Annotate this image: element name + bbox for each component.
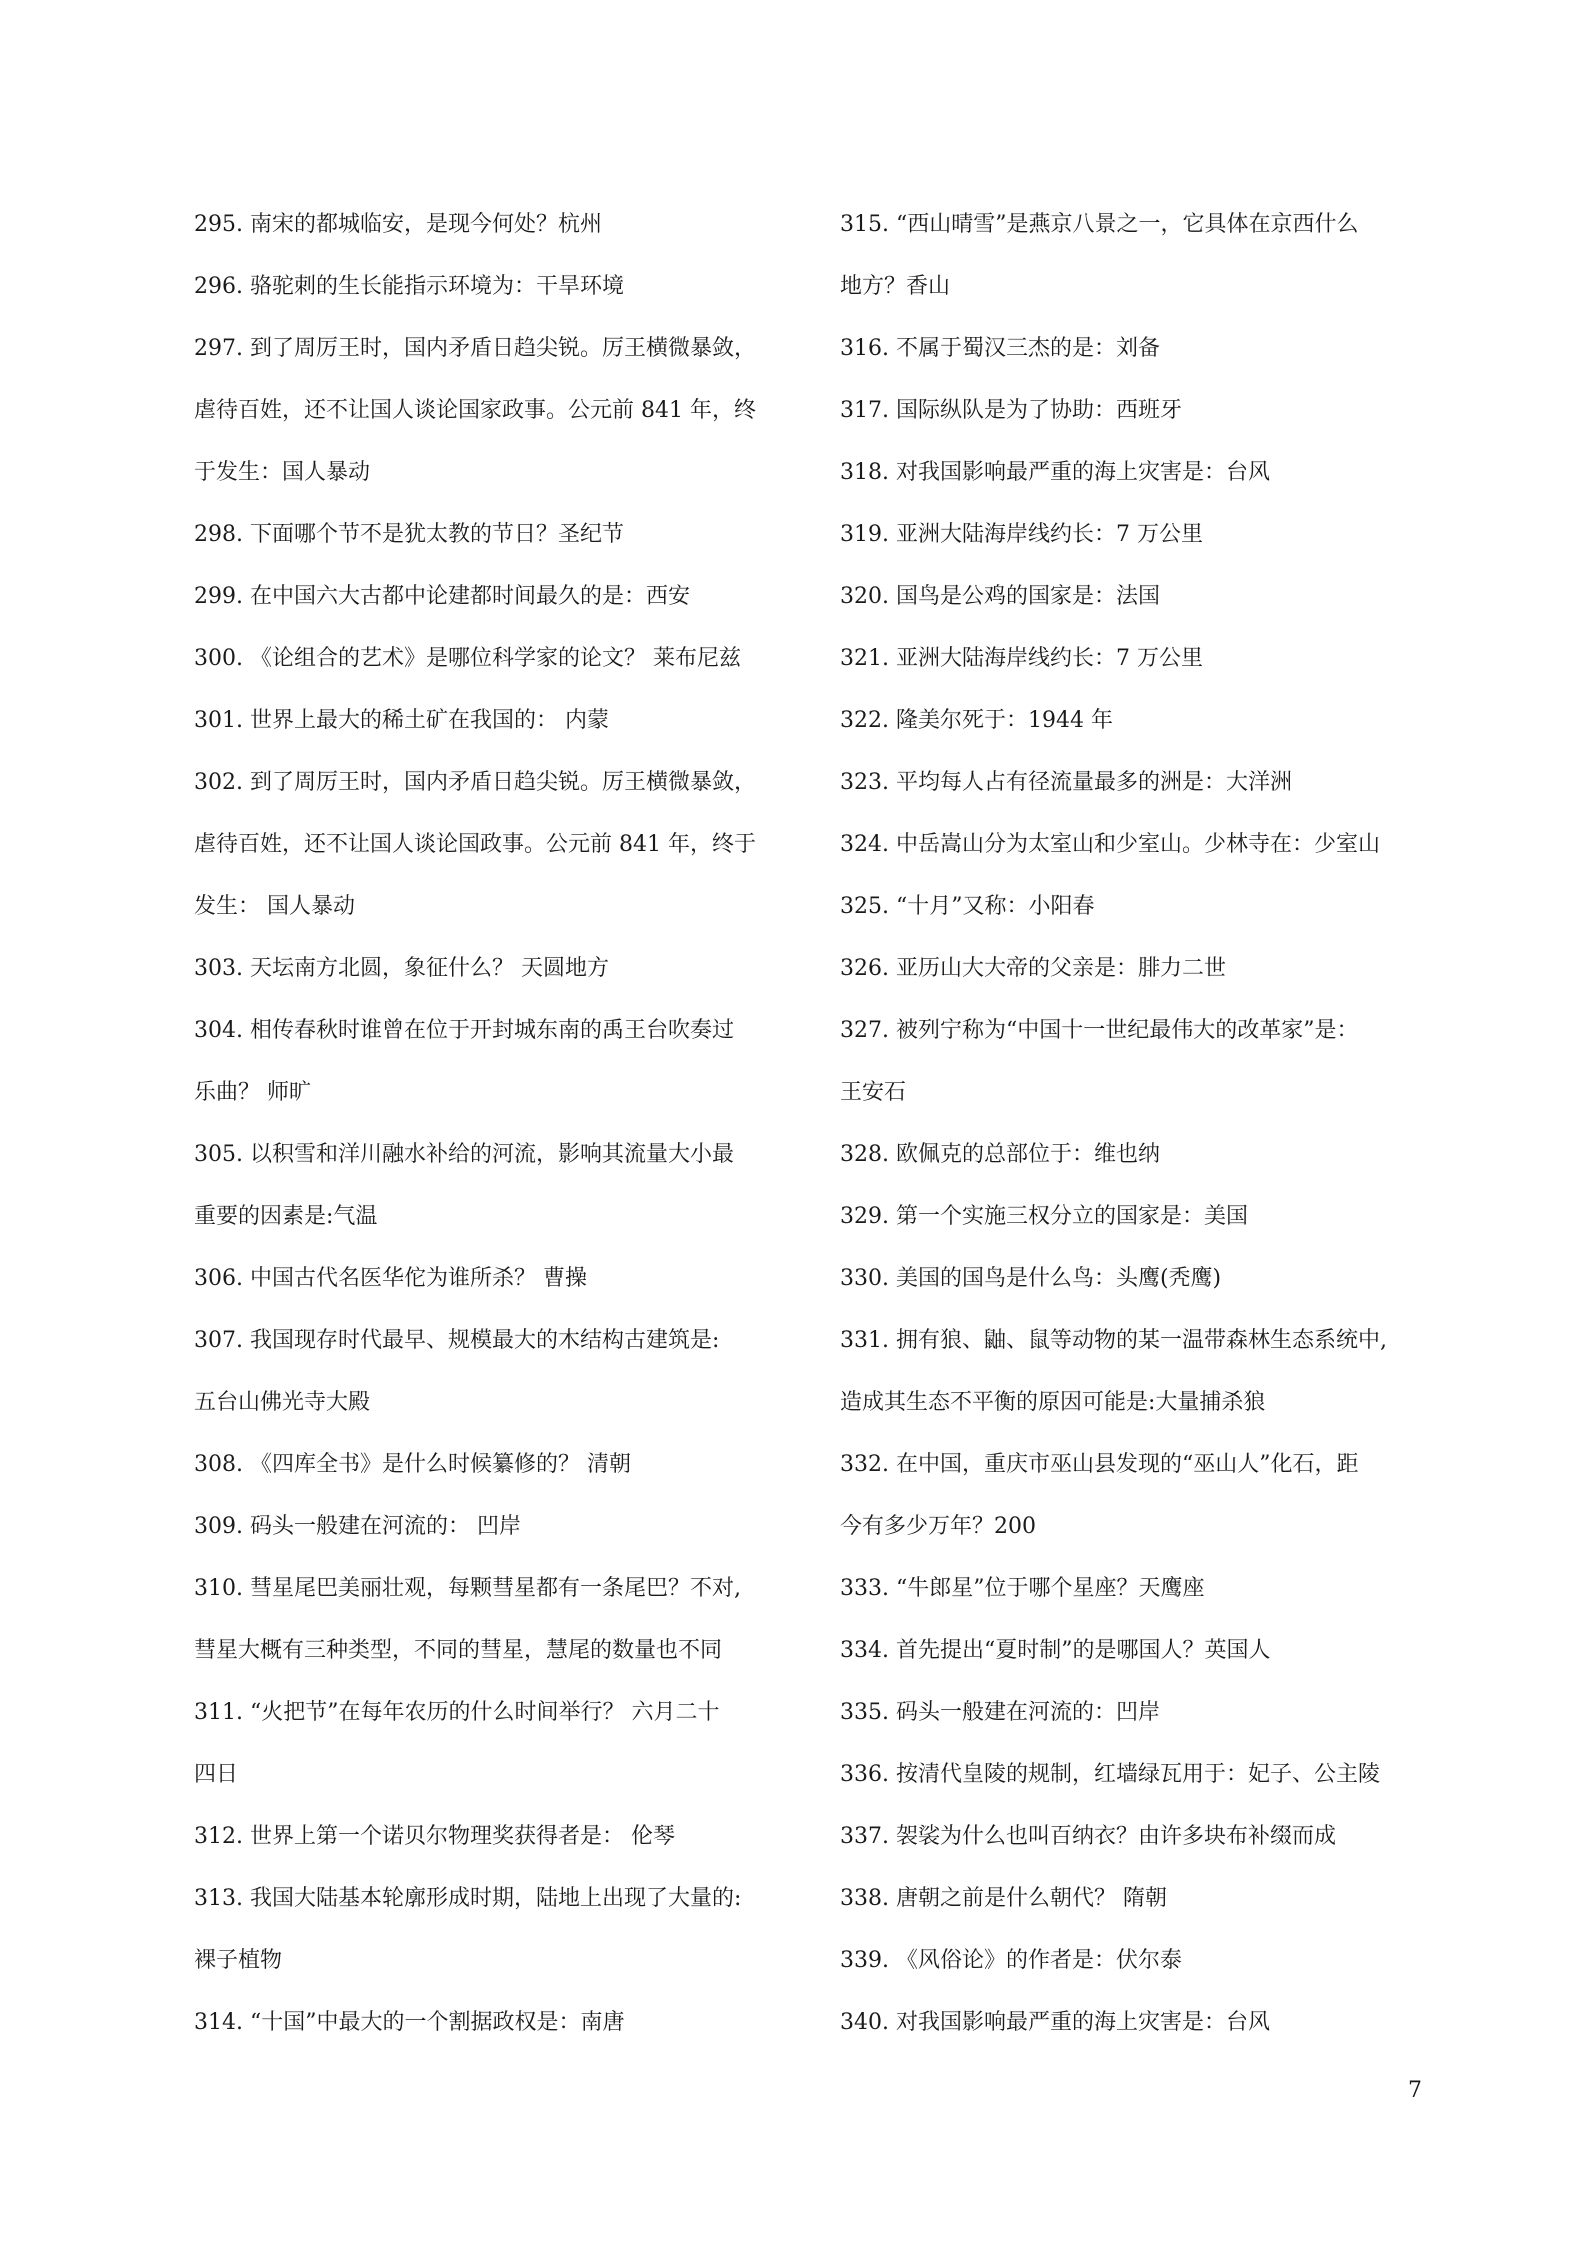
text-line: 303. 天坛南方北圆，象征什么？ 天圆地方 — [194, 956, 609, 981]
text-line: 虐待百姓，还不让国人谈论国政事。公元前 841 年，终于 — [194, 832, 756, 857]
text-line: 324. 中岳嵩山分为太室山和少室山。少林寺在：少室山 — [840, 832, 1380, 857]
text-line: 王安石 — [840, 1080, 907, 1105]
text-line: 305. 以积雪和洋川融水补给的河流，影响其流量大小最 — [194, 1142, 734, 1167]
text-line: 338. 唐朝之前是什么朝代？ 隋朝 — [840, 1886, 1167, 1911]
text-line: 发生： 国人暴动 — [194, 894, 355, 919]
text-line: 315. “西山晴雪”是燕京八景之一，它具体在京西什么 — [840, 212, 1359, 237]
text-line: 302. 到了周厉王时，国内矛盾日趋尖锐。厉王横微暴敛， — [194, 770, 756, 795]
left-column — [194, 202, 804, 2062]
text-line: 329. 第一个实施三权分立的国家是：美国 — [840, 1204, 1248, 1229]
text-line: 317. 国际纵队是为了协助：西班牙 — [840, 398, 1182, 423]
text-line: 四日 — [194, 1762, 239, 1787]
text-line: 307. 我国现存时代最早、规模最大的木结构古建筑是: — [194, 1328, 720, 1353]
text-line: 318. 对我国影响最严重的海上灾害是：台风 — [840, 460, 1270, 485]
text-line: 328. 欧佩克的总部位于：维也纳 — [840, 1142, 1160, 1167]
text-line: 339. 《风俗论》的作者是：伏尔泰 — [840, 1948, 1182, 1973]
text-line: 330. 美国的国鸟是什么鸟：头鹰(秃鹰) — [840, 1266, 1222, 1291]
text-line: 地方？香山 — [840, 274, 951, 299]
page-number: 7 — [1408, 2078, 1422, 2103]
text-line: 309. 码头一般建在河流的： 凹岸 — [194, 1514, 521, 1539]
text-line: 300. 《论组合的艺术》是哪位科学家的论文？ 莱布尼兹 — [194, 646, 741, 671]
text-line: 彗星大概有三种类型，不同的彗星，慧尾的数量也不同 — [194, 1638, 723, 1663]
text-line: 299. 在中国六大古都中论建都时间最久的是：西安 — [194, 584, 690, 609]
text-line: 323. 平均每人占有径流量最多的洲是：大洋洲 — [840, 770, 1292, 795]
text-line: 337. 袈裟为什么也叫百纳衣？由许多块布补缀而成 — [840, 1824, 1336, 1849]
text-line: 296. 骆驼刺的生长能指示环境为：干旱环境 — [194, 274, 624, 299]
text-line: 297. 到了周厉王时，国内矛盾日趋尖锐。厉王横微暴敛， — [194, 336, 756, 361]
text-line: 335. 码头一般建在河流的：凹岸 — [840, 1700, 1160, 1725]
text-line: 虐待百姓，还不让国人谈论国家政事。公元前 841 年，终 — [194, 398, 756, 423]
text-line: 造成其生态不平衡的原因可能是:大量捕杀狼 — [840, 1390, 1266, 1415]
text-line: 重要的因素是:气温 — [194, 1204, 378, 1229]
text-line: 320. 国鸟是公鸡的国家是：法国 — [840, 584, 1160, 609]
text-line: 319. 亚洲大陆海岸线约长：7 万公里 — [840, 522, 1203, 547]
text-line: 裸子植物 — [194, 1948, 283, 1973]
text-line: 321. 亚洲大陆海岸线约长：7 万公里 — [840, 646, 1203, 671]
text-line: 326. 亚历山大大帝的父亲是：腓力二世 — [840, 956, 1226, 981]
text-line: 于发生：国人暴动 — [194, 460, 371, 485]
text-line: 332. 在中国，重庆市巫山县发现的“巫山人”化石，距 — [840, 1452, 1359, 1477]
text-line: 301. 世界上最大的稀土矿在我国的： 内蒙 — [194, 708, 609, 733]
text-line: 295. 南宋的都城临安，是现今何处？杭州 — [194, 212, 602, 237]
text-line: 308. 《四库全书》是什么时候纂修的？ 清朝 — [194, 1452, 631, 1477]
text-line: 311. “火把节”在每年农历的什么时间举行？ 六月二十 — [194, 1700, 720, 1725]
text-line: 340. 对我国影响最严重的海上灾害是：台风 — [840, 2010, 1270, 2035]
text-line: 五台山佛光寺大殿 — [194, 1390, 371, 1415]
text-line: 327. 被列宁称为“中国十一世纪最伟大的改革家”是： — [840, 1018, 1359, 1043]
right-column — [840, 202, 1450, 2062]
text-line: 310. 彗星尾巴美丽壮观，每颗彗星都有一条尾巴？不对, — [194, 1576, 741, 1601]
text-line: 306. 中国古代名医华佗为谁所杀？ 曹操 — [194, 1266, 587, 1291]
text-line: 314. “十国”中最大的一个割据政权是：南唐 — [194, 2010, 625, 2035]
text-line: 334. 首先提出“夏时制”的是哪国人？英国人 — [840, 1638, 1271, 1663]
text-line: 316. 不属于蜀汉三杰的是：刘备 — [840, 336, 1160, 361]
text-line: 今有多少万年？200 — [840, 1514, 1036, 1539]
text-line: 333. “牛郎星”位于哪个星座？天鹰座 — [840, 1576, 1205, 1601]
text-line: 304. 相传春秋时谁曾在位于开封城东南的禹王台吹奏过 — [194, 1018, 734, 1043]
text-line: 乐曲？ 师旷 — [194, 1080, 311, 1105]
text-line: 313. 我国大陆基本轮廓形成时期，陆地上出现了大量的: — [194, 1886, 742, 1911]
text-line: 322. 隆美尔死于：1944 年 — [840, 708, 1113, 733]
text-line: 325. “十月”又称：小阳春 — [840, 894, 1095, 919]
text-line: 336. 按清代皇陵的规制，红墙绿瓦用于：妃子、公主陵 — [840, 1762, 1380, 1787]
text-line: 298. 下面哪个节不是犹太教的节日？圣纪节 — [194, 522, 624, 547]
text-line: 312. 世界上第一个诺贝尔物理奖获得者是： 伦琴 — [194, 1824, 675, 1849]
text-line: 331. 拥有狼、鼬、鼠等动物的某一温带森林生态系统中, — [840, 1328, 1387, 1353]
